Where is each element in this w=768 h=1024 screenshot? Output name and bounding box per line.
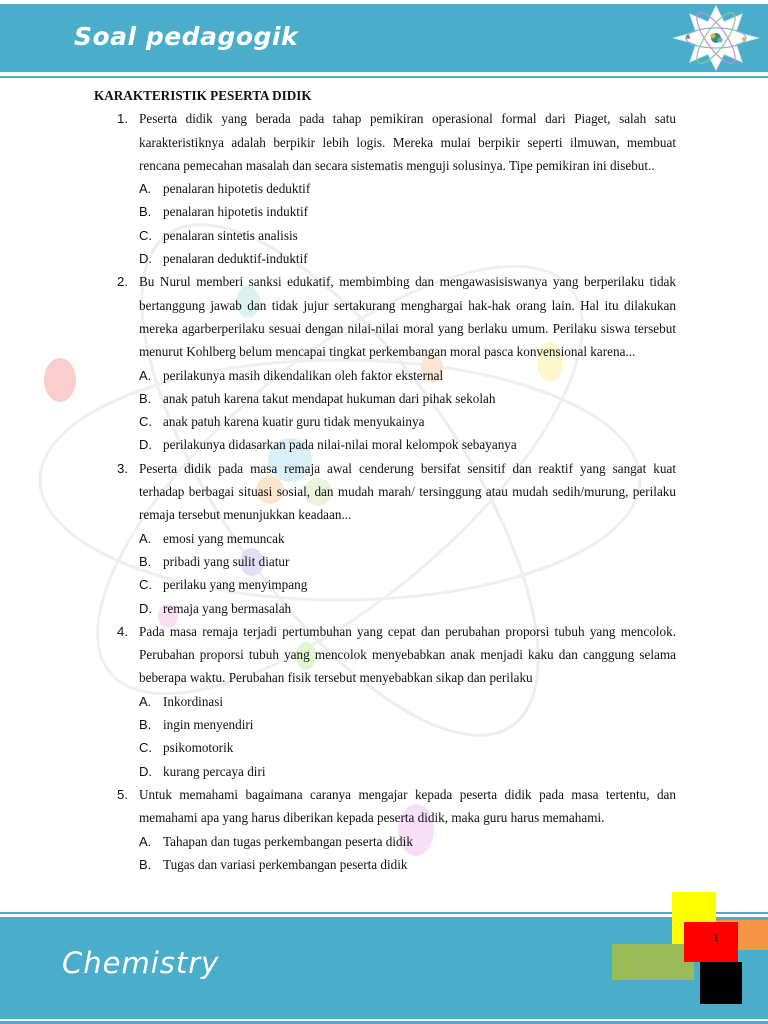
option-letter: B.	[139, 204, 152, 220]
section-title: KARAKTERISTIK PESERTA DIDIK	[94, 88, 312, 103]
option-letter: B.	[139, 553, 152, 569]
option-item	[94, 200, 676, 223]
option-letter: A.	[139, 693, 152, 709]
option-text: perilakunya didasarkan pada nilai-nilai moral kelompok sebayanya	[163, 437, 517, 453]
option-text: perilaku yang menyimpang	[163, 577, 308, 593]
option-item	[94, 433, 676, 456]
question-item	[94, 270, 676, 363]
option-text: penalaran sintetis analisis	[163, 227, 298, 243]
option-letter: C.	[139, 414, 152, 430]
decor-green-bar	[612, 944, 694, 980]
option-item	[94, 387, 676, 410]
option-letter: C.	[139, 577, 152, 593]
option-item	[94, 410, 676, 433]
question-item	[94, 783, 676, 830]
option-text: pribadi yang sulit diatur	[163, 553, 290, 569]
option-item	[94, 177, 676, 200]
option-text: anak patuh karena kuatir guru tidak menyukainya	[163, 414, 425, 430]
question-text: Peserta didik yang berada pada tahap pemikiran operasional formal dari Piaget, salah satu karakteristiknya adalah berpikir lebih logis. Mereka mulai berpikir seperti ilmuwan, membuat rencana pemecahan masalah dan secara sistematis menguji solusinya. Tipe pemikiran ini disebut..	[139, 111, 676, 173]
option-text: anak patuh karena takut mendapat hukuman dari pihak sekolah	[163, 390, 496, 406]
option-item	[94, 573, 676, 596]
option-item	[94, 550, 676, 573]
question-number: 1.	[117, 111, 128, 127]
question-item	[94, 107, 676, 177]
option-letter: D.	[139, 600, 152, 616]
header-divider	[0, 76, 768, 78]
question-sheet	[94, 84, 676, 876]
header-title: Soal pedagogik	[74, 22, 299, 51]
option-item	[94, 830, 676, 853]
option-item	[94, 224, 676, 247]
option-text: psikomotorik	[163, 740, 234, 756]
option-text: ingin menyendiri	[163, 717, 254, 733]
option-text: Inkordinasi	[163, 693, 224, 709]
option-text: penalaran hipotetis deduktif	[163, 181, 311, 197]
option-item	[94, 713, 676, 736]
decor-black-square	[700, 962, 742, 1004]
option-text: perilakunya masih dikendalikan oleh faktor eksternal	[163, 367, 444, 383]
option-letter: C.	[139, 740, 152, 756]
option-item	[94, 760, 676, 783]
footer-divider	[0, 912, 768, 914]
option-letter: A.	[139, 530, 152, 546]
option-letter: D.	[139, 251, 152, 267]
option-text: penalaran deduktif-induktif	[163, 251, 308, 267]
option-letter: A.	[139, 833, 152, 849]
question-text: Bu Nurul memberi sanksi edukatif, membimbing dan mengawasisiswanya yang berperilaku tidak bertanggung jawab dan tidak jujur sertakurang menghargai hak-hak orang lain. Hal itu dilakukan mereka agarberperilaku sesuai dengan nilai-nilai moral yang berlaku umum. Perilaku siswa tersebut menurut Kohlberg belum mencapai tingkat perkembangan moral pasca konvensional karena...	[139, 274, 676, 360]
option-item	[94, 853, 676, 876]
option-item	[94, 736, 676, 759]
option-letter: B.	[139, 390, 152, 406]
question-item	[94, 457, 676, 527]
option-item	[94, 247, 676, 270]
option-letter: D.	[139, 763, 152, 779]
option-text: Tugas dan variasi perkembangan peserta didik	[163, 856, 408, 872]
question-number: 3.	[117, 460, 128, 476]
option-item	[94, 527, 676, 550]
footer-title: Chemistry	[62, 946, 220, 980]
option-text: remaja yang bermasalah	[163, 600, 292, 616]
option-text: Tahapan dan tugas perkembangan peserta didik	[163, 833, 413, 849]
question-number: 5.	[117, 786, 128, 802]
option-letter: A.	[139, 367, 152, 383]
option-item	[94, 364, 676, 387]
question-text: Untuk memahami bagaimana caranya mengajar kepada peserta didik pada masa tertentu, dan memahami apa yang harus diberikan kepada peserta didik, maka guru harus memahami.	[139, 786, 676, 826]
option-text: penalaran hipotetis induktif	[163, 204, 309, 220]
question-number: 4.	[117, 623, 128, 639]
option-item	[94, 690, 676, 713]
option-text: emosi yang memuncak	[163, 530, 285, 546]
option-item	[94, 597, 676, 620]
question-text: Peserta didik pada masa remaja awal cenderung bersifat sensitif dan reaktif yang sangat kuat terhadap berbagai situasi sosial, dan mudah marah/ tersinggung atau mudah sedih/murung, perilaku remaja tersebut menunjukkan keadaan...	[139, 460, 676, 523]
page-header	[0, 0, 768, 84]
option-letter: A.	[139, 181, 152, 197]
option-letter: D.	[139, 437, 152, 453]
option-letter: C.	[139, 227, 152, 243]
option-text: kurang percaya diri	[163, 763, 266, 779]
question-item	[94, 620, 676, 690]
page-number: 1	[713, 932, 719, 944]
option-letter: B.	[139, 856, 152, 872]
atom-icon	[668, 4, 764, 72]
page-footer	[0, 912, 768, 1024]
question-number: 2.	[117, 274, 128, 290]
question-text: Pada masa remaja terjadi pertumbuhan yang cepat dan perubahan proporsi tubuh yang mencolok. Perubahan proporsi tubuh yang mencolok menyebabkan anak menjadi kaku dan canggung selama beberapa waktu. Perubahan fisik tersebut menyebabkan sikap dan perilaku	[139, 623, 676, 686]
option-letter: B.	[139, 717, 152, 733]
